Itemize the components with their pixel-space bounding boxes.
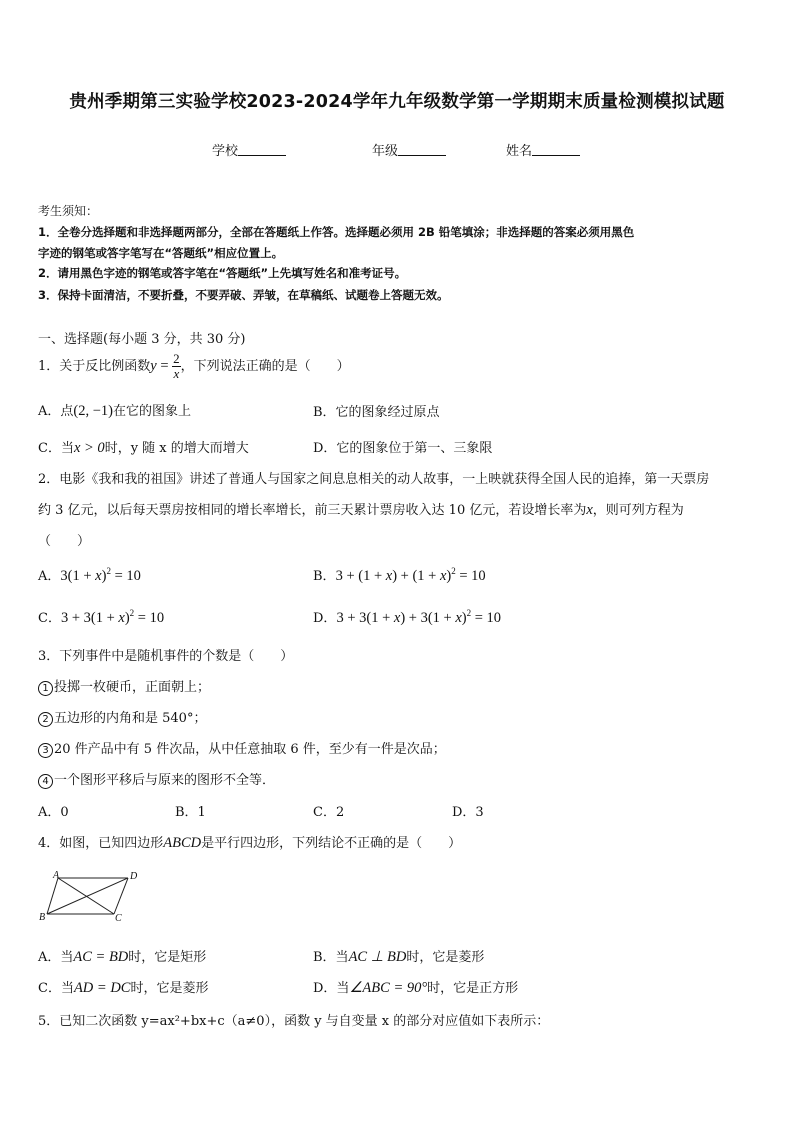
q1-func-eq: = bbox=[156, 358, 173, 374]
q3-item-3-number: 3 bbox=[38, 743, 53, 758]
q4-option-c[interactable] bbox=[38, 977, 208, 997]
name-blank bbox=[532, 143, 580, 156]
q4-a-cond: AC = BD bbox=[73, 949, 129, 965]
name-field bbox=[506, 140, 580, 159]
q5-stem: 5．已知二次函数 y=ax²+bx+c（a≠0），函数 y 与自变量 x 的部分对应值如下表所示： bbox=[38, 1014, 550, 1029]
q2-option-a[interactable] bbox=[38, 565, 141, 585]
q1-a-label: A．点 bbox=[38, 404, 74, 419]
q3-item-2 bbox=[38, 707, 206, 727]
q2-a-expr: $3(1 + x)^2 = 10$ bbox=[60, 566, 141, 584]
q4-b-text: 时，它是菱形 bbox=[406, 950, 485, 965]
q2-b-expr: $3 + (1 + x) + (1 + x)^2 = 10$ bbox=[335, 566, 486, 584]
q2-a-label: A． bbox=[38, 569, 61, 584]
q4-stem bbox=[38, 832, 461, 852]
vertex-b-label: B bbox=[39, 912, 46, 923]
q1-a-text: 在它的图象上 bbox=[112, 404, 191, 419]
q2-stem-tail: ，则可列方程为 bbox=[592, 503, 684, 518]
q4-option-a[interactable] bbox=[38, 946, 206, 966]
q2-d-label: D． bbox=[313, 611, 337, 626]
vertex-d-label: D bbox=[130, 871, 138, 882]
notice-item-1b: 字迹的钢笔或答字笔写在“答题纸”相应位置上。 bbox=[38, 246, 284, 260]
q2-option-b[interactable] bbox=[313, 565, 486, 585]
exam-title: 贵州季期第三实验学校2023-2024学年九年级数学第一学期期末质量检测模拟试题 bbox=[69, 92, 725, 112]
q4-c-label: C．当 bbox=[38, 981, 74, 996]
q3-item-1-text: 投掷一枚硬币，正面朝上； bbox=[54, 680, 211, 695]
vertex-a-label: A bbox=[53, 870, 60, 881]
q4-stem-text: 4．如图，已知四边形 bbox=[38, 836, 164, 851]
q1-c-label: C．当 bbox=[38, 441, 74, 456]
q3-option-c[interactable]: C．2 bbox=[313, 805, 345, 820]
q1-option-a[interactable] bbox=[38, 400, 191, 420]
q3-item-1 bbox=[38, 676, 210, 696]
q2-stem-line1: 2．电影《我和我的祖国》讲述了普通人与国家之间息息相关的动人故事，一上映就获得全国人民的追捧，第一天票房 bbox=[38, 472, 710, 487]
q1-stem bbox=[38, 352, 350, 381]
q1-fraction bbox=[172, 352, 181, 381]
q4-shape-name: ABCD bbox=[163, 835, 202, 851]
school-label: 学校 bbox=[212, 144, 239, 159]
q1-func-y: y bbox=[150, 358, 157, 374]
q4-c-text: 时，它是菱形 bbox=[130, 981, 209, 996]
q4-d-text: 时，它是正方形 bbox=[427, 981, 519, 996]
section-heading: 一、选择题(每小题 3 分，共 30 分) bbox=[38, 332, 246, 347]
q2-b-label: B． bbox=[313, 569, 336, 584]
parallelogram-figure bbox=[38, 866, 148, 924]
q4-option-d[interactable] bbox=[313, 977, 518, 997]
q1-a-point: (2, −1) bbox=[73, 403, 113, 419]
q2-stem-text: 约 3 亿元，以后每天票房按相同的增长率增长，前三天累计票房收入达 10 亿元，若设增长率为 bbox=[38, 503, 587, 518]
q3-item-4-number: 4 bbox=[38, 774, 53, 789]
notice-heading: 考生须知： bbox=[38, 204, 99, 218]
side-ba bbox=[47, 878, 58, 914]
q2-stem-line2 bbox=[38, 499, 684, 519]
q3-option-a[interactable]: A．0 bbox=[38, 805, 69, 820]
q1-option-b[interactable]: B．它的图象经过原点 bbox=[313, 405, 440, 420]
q2-stem-line3: （ ） bbox=[38, 534, 91, 549]
grade-blank bbox=[398, 143, 446, 156]
q4-c-cond: AD = DC bbox=[73, 980, 131, 996]
q2-d-expr: $3 + 3(1 + x) + 3(1 + x)^2 = 10$ bbox=[336, 608, 502, 626]
q3-item-2-number: 2 bbox=[38, 712, 53, 727]
q4-option-b[interactable] bbox=[313, 946, 484, 966]
q3-item-4 bbox=[38, 769, 275, 789]
q4-a-text: 时，它是矩形 bbox=[128, 950, 207, 965]
q2-c-label: C． bbox=[38, 611, 61, 626]
q3-stem: 3．下列事件中是随机事件的个数是（ ） bbox=[38, 649, 294, 664]
q3-item-1-number: 1 bbox=[38, 681, 53, 696]
q3-item-3 bbox=[38, 738, 446, 758]
q1-frac-den: x bbox=[173, 366, 180, 381]
diagonal-ac bbox=[58, 878, 114, 914]
school-blank bbox=[238, 143, 286, 156]
name-label: 姓名 bbox=[506, 144, 533, 159]
q3-option-d[interactable]: D．3 bbox=[452, 805, 484, 820]
q1-c-cond: x > 0 bbox=[73, 440, 105, 456]
q1-c-text: 时，y 随 x 的增大而增大 bbox=[104, 441, 249, 456]
q2-option-c[interactable] bbox=[38, 607, 164, 627]
notice-item-1a: 1．全卷分选择题和非选择题两部分，全部在答题纸上作答。选择题必须用 2B 铅笔填涂；非选择题的答案必须用黑色 bbox=[38, 225, 635, 239]
q4-d-cond: ∠ABC = 90° bbox=[349, 980, 428, 996]
q3-item-2-text: 五边形的内角和是 540°； bbox=[54, 711, 207, 726]
vertex-c-label: C bbox=[115, 913, 122, 924]
q2-option-d[interactable] bbox=[313, 607, 501, 627]
q3-option-b[interactable]: B．1 bbox=[175, 805, 206, 820]
q4-stem-tail: 是平行四边形，下列结论不正确的是（ ） bbox=[201, 836, 462, 851]
grade-label: 年级 bbox=[372, 144, 399, 159]
q4-b-cond: AC ⊥ BD bbox=[348, 949, 407, 965]
q4-d-label: D．当 bbox=[313, 981, 350, 996]
grade-field bbox=[372, 140, 446, 159]
q4-a-label: A．当 bbox=[38, 950, 74, 965]
q3-item-3-text: 20 件产品中有 5 件次品，从中任意抽取 6 件，至少有一件是次品； bbox=[54, 742, 446, 757]
q2-var-x: x bbox=[586, 502, 593, 518]
notice-item-2: 2．请用黑色字迹的钢笔或答字笔在“答题纸”上先填写姓名和准考证号。 bbox=[38, 266, 407, 280]
school-field bbox=[212, 140, 286, 159]
q2-c-expr: $3 + 3(1 + x)^2 = 10$ bbox=[60, 608, 165, 626]
q1-option-c[interactable] bbox=[38, 437, 249, 457]
q1-frac-num: 2 bbox=[173, 351, 180, 366]
q3-item-4-text: 一个图形平移后与原来的图形不全等． bbox=[54, 773, 276, 788]
q4-b-label: B．当 bbox=[313, 950, 349, 965]
q1-stem-text: 1．关于反比例函数 bbox=[38, 359, 151, 374]
q1-stem-tail: ，下列说法正确的是（ ） bbox=[180, 359, 350, 374]
notice-item-3: 3．保持卡面清洁，不要折叠，不要弄破、弄皱，在草稿纸、试题卷上答题无效。 bbox=[38, 288, 449, 302]
q1-option-d[interactable]: D．它的图象位于第一、三象限 bbox=[313, 441, 493, 456]
